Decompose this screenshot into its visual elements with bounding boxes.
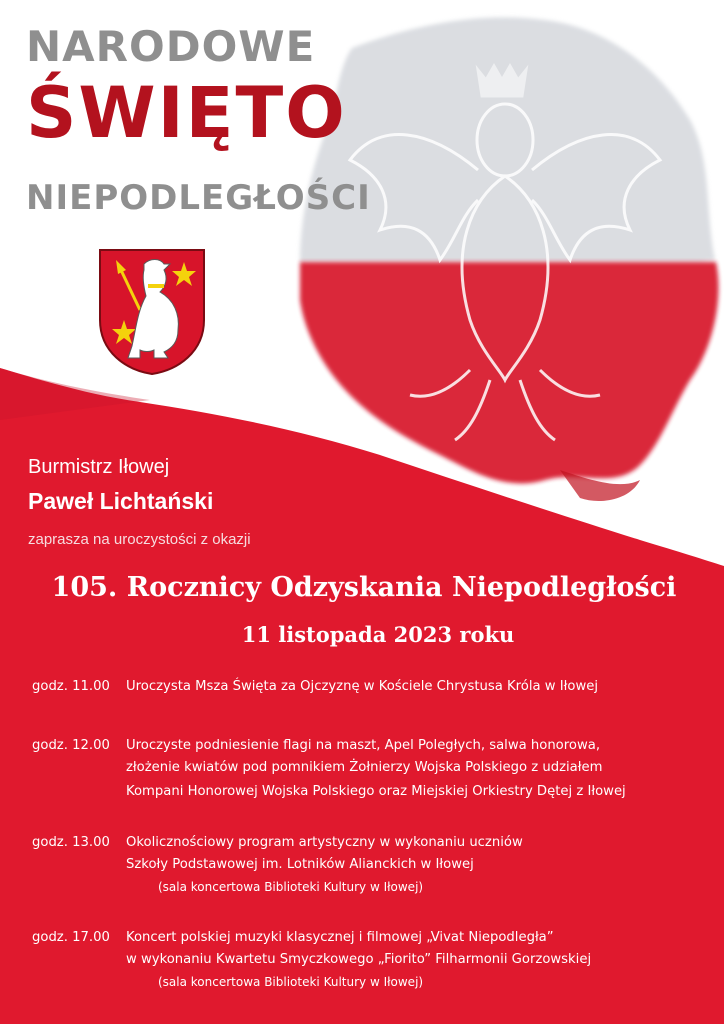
venue-note: (sala koncertowa Biblioteki Kultury w Iłowej) xyxy=(158,880,424,894)
invitation-text: zaprasza na uroczystości z okazji xyxy=(28,531,251,548)
program-time: godz. 12.00 xyxy=(32,738,110,753)
program-time: godz. 11.00 xyxy=(32,679,110,694)
title-line-2: ŚWIĘTO xyxy=(26,72,347,154)
program-item xyxy=(32,832,712,898)
program-item xyxy=(32,676,712,698)
program-line: Kompani Honorowej Wojska Polskiego oraz Miejskiej Orkiestry Dętej z Iłowej xyxy=(126,784,626,799)
program-line: Uroczyste podniesienie flagi na maszt, Apel Poległych, salwa honorowa, xyxy=(126,738,601,753)
venue-note: (sala koncertowa Biblioteki Kultury w Iłowej) xyxy=(158,975,424,989)
program-time: godz. 17.00 xyxy=(32,930,110,945)
program-line: Koncert polskiej muzyki klasycznej i filmowej „Vivat Niepodległa” xyxy=(126,930,554,945)
anniversary-title: 105. Rocznicy Odzyskania Niepodległości xyxy=(51,572,677,603)
program-description xyxy=(126,832,523,876)
program-line: Uroczysta Msza Święta za Ojczyznę w Kościele Chrystusa Króla w Iłowej xyxy=(126,679,599,694)
program-line: Szkoły Podstawowej im. Lotników Alianckich w Iłowej xyxy=(126,857,474,872)
program-line: w wykonaniu Kwartetu Smyczkowego „Fiorito” Filharmonii Gorzowskiej xyxy=(126,952,592,967)
program-line: Okolicznościowy program artystyczny w wykonaniu uczniów xyxy=(126,835,523,850)
program-item xyxy=(32,927,712,993)
program-description xyxy=(126,676,598,698)
program-description xyxy=(126,735,626,803)
program-description xyxy=(126,927,591,971)
event-date: 11 listopada 2023 roku xyxy=(241,622,515,647)
title-line-1: NARODOWE xyxy=(26,22,316,71)
program-time: godz. 13.00 xyxy=(32,835,110,850)
program-item xyxy=(32,735,712,803)
host-role: Burmistrz Iłowej xyxy=(28,456,170,478)
title-line-3: NIEPODLEGŁOŚCI xyxy=(26,178,371,218)
host-name: Paweł Lichtański xyxy=(28,488,214,514)
ilowa-coat-of-arms-greyhound-icon xyxy=(98,248,206,376)
program-line: złożenie kwiatów pod pomnikiem Żołnierzy Wojska Polskiego z udziałem xyxy=(126,760,603,775)
